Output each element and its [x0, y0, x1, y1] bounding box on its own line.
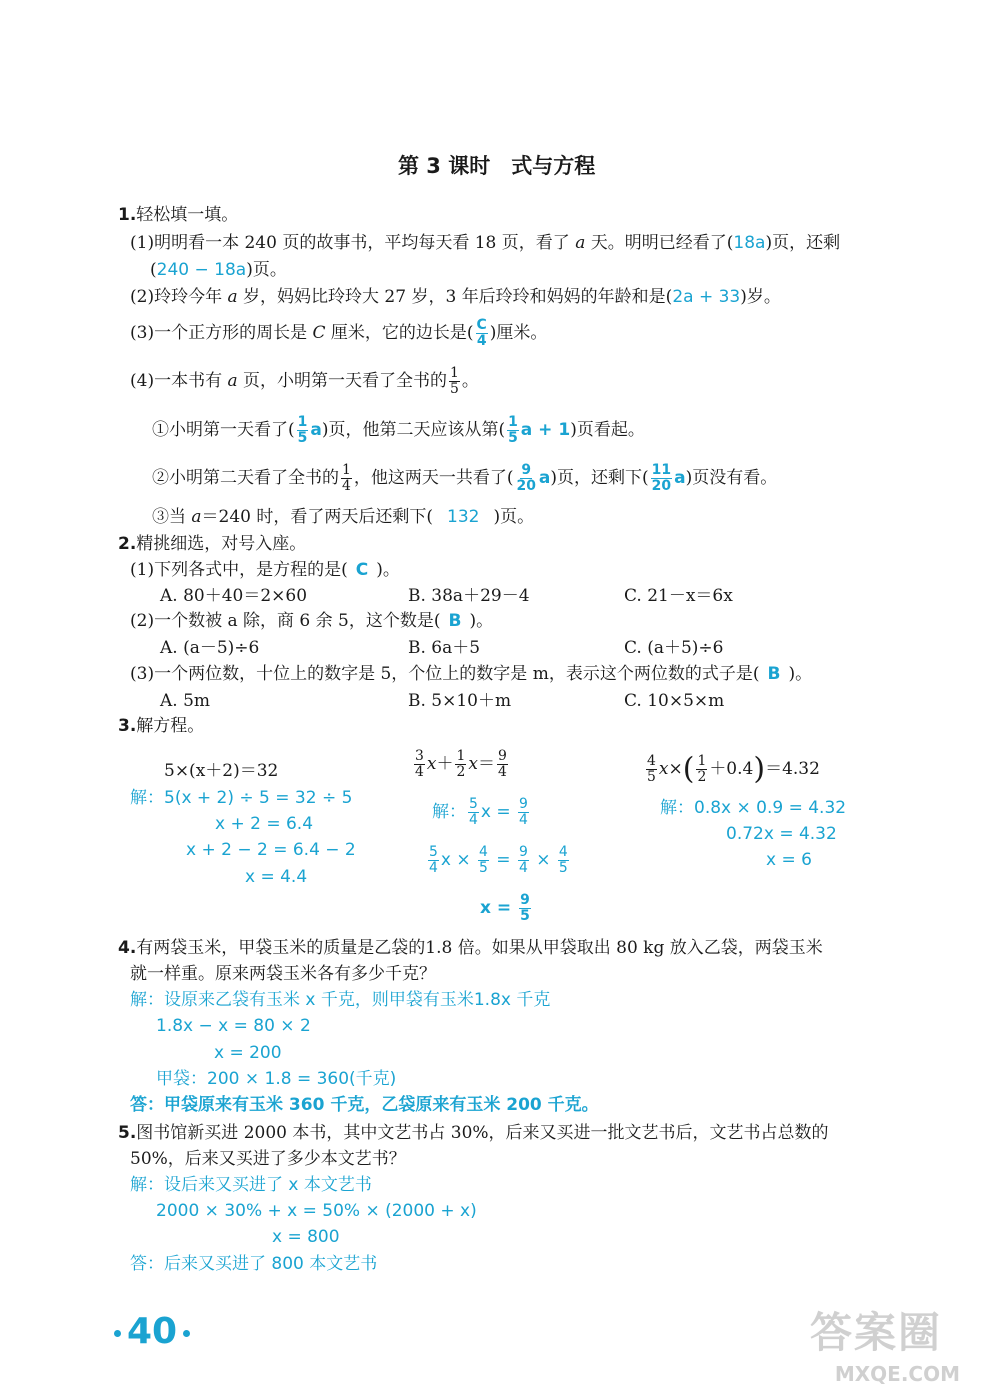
- q2-part2-option-a: A. (a－5)÷6: [160, 638, 260, 658]
- q2-part1-option-b: B. 38a＋29－4: [408, 586, 530, 606]
- q1-sub1-answer1: $\frac{1}{5}$ a: [297, 413, 322, 446]
- q4-answer-line2: 1.8x − x = 80 × 2: [156, 1016, 311, 1036]
- q2-part1-option-a: A. 80＋40＝2×60: [160, 586, 308, 606]
- q1-sub2-answer2: $\frac{11}{20}$ a: [651, 461, 686, 494]
- q3-heading: 3.解方程。: [118, 716, 205, 736]
- q1-sub3-answer: 132: [447, 507, 480, 527]
- fraction-one-fifth: $\frac{1}{5}$: [450, 365, 459, 397]
- q1-part1-line2: (240 − 18a)页。: [150, 260, 287, 280]
- q4-answer-line4: 甲袋：200 × 1.8 = 360(千克): [156, 1069, 397, 1089]
- q1-part1-answer1: 18a: [733, 233, 766, 253]
- q2-part2-option-c: C. (a＋5)÷6: [624, 638, 724, 658]
- q3-eq2-step2: $\frac{5}{4}$ x × $\frac{4}{5}$ = $\frac{9}{4}$ × $\frac{4}{5}$: [429, 843, 568, 876]
- q1-sub1-answer2: $\frac{1}{5}$ a + 1: [508, 413, 571, 446]
- q3-eq1-step4: x = 4.4: [245, 867, 308, 887]
- bullet-dot-icon: [183, 1330, 190, 1337]
- q2-part2: (2)一个数被 a 除，商 6 余 5，这个数是( B )。: [130, 611, 494, 631]
- q2-part3-option-c: C. 10×5×m: [624, 691, 725, 711]
- q3-eq3-step2: 0.72x = 4.32: [726, 824, 837, 844]
- q1-sub2: ②小明第二天看了全书的 $\frac{1}{4}$ ，他这两天一共看了( $\frac{9}{20}$ a)页，还剩下( $\frac{11}{20}$ a)页没有看。: [152, 461, 778, 494]
- q2-part3-option-a: A. 5m: [160, 691, 211, 711]
- q5-answer-line2: 2000 × 30% + x = 50% × (2000 + x): [156, 1201, 477, 1221]
- page-number: 40: [108, 1311, 196, 1352]
- q1-part4: (4)一本书有 a 页，小明第一天看了全书的 $\frac{1}{5}$ 。: [130, 365, 479, 397]
- q1-part2: (2)玲玲今年 a 岁，妈妈比玲玲大 27 岁，3 年后玲玲和妈妈的年龄和是(2a + 33)岁。: [130, 287, 781, 307]
- page-title: 第 3 课时 式与方程: [398, 154, 596, 178]
- q4-stem-line1: 4.有两袋玉米，甲袋玉米的质量是乙袋的1.8 倍。如果从甲袋取出 80 kg 放入乙袋，两袋玉米: [118, 938, 823, 958]
- q2-part2-answer: B: [448, 611, 462, 631]
- q1-number: 1.: [118, 205, 137, 225]
- q1-sub2-answer1: $\frac{9}{20}$ a: [516, 461, 551, 494]
- q1-part2-answer: 2a + 33: [672, 287, 741, 307]
- q1-sub3: ③当 a＝240 时，看了两天后还剩下( 132 )页。: [152, 507, 535, 527]
- q2-part1: (1)下列各式中，是方程的是( C )。: [130, 560, 400, 580]
- q4-answer-line5: 答：甲袋原来有玉米 360 千克，乙袋原来有玉米 200 千克。: [130, 1095, 599, 1115]
- q2-part3: (3)一个两位数，十位上的数字是 5，个位上的数字是 m，表示这个两位数的式子是( B )。: [130, 664, 813, 684]
- q4-stem-line2: 就一样重。原来两袋玉米各有多少千克？: [130, 964, 436, 984]
- q2-heading: 2.精挑细选，对号入座。: [118, 534, 307, 554]
- q3-eq1: 5×(x＋2)＝32: [164, 761, 279, 781]
- q2-part2-option-b: B. 6a＋5: [408, 638, 481, 658]
- q3-eq1-step1: 解：5(x + 2) ÷ 5 = 32 ÷ 5: [130, 788, 353, 808]
- q3-eq2: $\frac{3}{4}$ x＋ $\frac{1}{2}$ x＝ $\frac{9}{4}$: [415, 748, 507, 780]
- watermark-logo: 答案圈 MXQE.COM: [810, 1308, 960, 1386]
- q1-stem: 轻松填一填。: [136, 205, 239, 225]
- q5-answer-line1: 解：设后来又买进了 x 本文艺书: [130, 1175, 372, 1195]
- q3-eq3-step1: 解：0.8x × 0.9 = 4.32: [660, 798, 847, 818]
- q3-eq2-step3: x = $\frac{9}{5}$: [480, 891, 530, 924]
- q5-answer-line4: 答：后来又买进了 800 本文艺书: [130, 1254, 378, 1274]
- q1-part3: (3)一个正方形的周长是 C 厘米，它的边长是( $\frac{C}{4}$ )厘米。: [130, 317, 548, 349]
- q2-part1-answer: C: [355, 560, 369, 580]
- q1-part1-line1: (1)明明看一本 240 页的故事书，平均每天看 18 页，看了 a 天。明明已经看了(18a)页，还剩: [130, 233, 841, 253]
- q3-eq3-step3: x = 6: [766, 850, 812, 870]
- q2-part1-option-c: C. 21－x＝6x: [624, 586, 733, 606]
- q2-part3-option-b: B. 5×10＋m: [408, 691, 512, 711]
- q3-eq1-step2: x + 2 = 6.4: [215, 814, 314, 834]
- q5-stem-line2: 50%，后来又买进了多少本文艺书？: [130, 1149, 406, 1169]
- q2-part3-answer: B: [767, 664, 781, 684]
- q3-eq3: $\frac{4}{5}$ x×( $\frac{1}{2}$ ＋0.4)＝4.32: [647, 751, 820, 787]
- q4-answer-line3: x = 200: [214, 1043, 282, 1063]
- q1-sub1: ①小明第一天看了( $\frac{1}{5}$ a)页，他第二天应该从第( $\frac{1}{5}$ a + 1)页看起。: [152, 413, 645, 446]
- q5-stem-line1: 5.图书馆新买进 2000 本书，其中文艺书占 30%，后来又买进一批文艺书后，文艺书占总数的: [118, 1123, 829, 1143]
- q1-part3-answer: $\frac{C}{4}$: [476, 317, 487, 349]
- q5-answer-line3: x = 800: [272, 1227, 340, 1247]
- q3-eq2-step1: 解： $\frac{5}{4}$ x = $\frac{9}{4}$: [432, 795, 528, 828]
- bullet-dot-icon: [114, 1330, 121, 1337]
- q1-heading: [118, 207, 238, 224]
- q4-answer-line1: 解：设原来乙袋有玉米 x 千克，则甲袋有玉米1.8x 千克: [130, 990, 551, 1010]
- q1-part1-answer2: 240 − 18a: [156, 260, 247, 280]
- q3-eq1-step3: x + 2 − 2 = 6.4 − 2: [186, 840, 356, 860]
